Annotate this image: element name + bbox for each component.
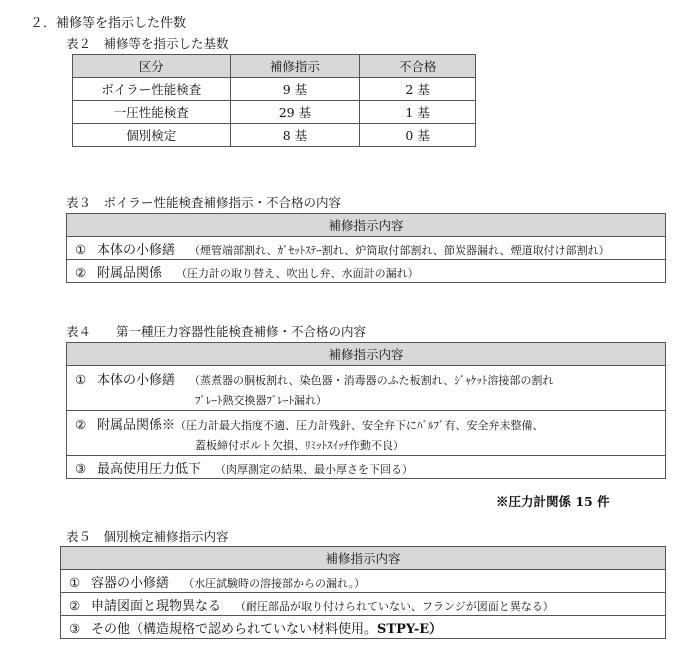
section-title: ２．補修等を指示した件数 — [30, 16, 187, 31]
item-number: ② — [69, 597, 81, 613]
column-header: 補修指示 — [230, 55, 360, 78]
table5-caption: 表５ 個別検定補修指示内容 — [66, 529, 229, 544]
table-row — [73, 101, 476, 124]
footnote: ※圧力計関係 15 件 — [496, 494, 610, 509]
item-number: ① — [75, 241, 87, 257]
item-number: ② — [75, 416, 87, 432]
item-title: 容器の小修繕 — [91, 575, 170, 591]
column-header: 補修指示内容 — [67, 343, 666, 366]
table-row — [67, 237, 666, 260]
column-header: 区分 — [73, 55, 231, 78]
table-cell: 29 基 — [230, 101, 360, 124]
table-header-row — [73, 55, 476, 78]
item-detail: （水圧試験時の溶接部からの漏れ。） — [183, 576, 366, 590]
table-cell: 2 基 — [360, 78, 476, 101]
table3 — [66, 213, 666, 283]
item-detail: （肉厚測定の結果、最小厚さを下回る） — [215, 462, 414, 476]
table4-caption: 表４ 第一種圧力容器性能検査補修・不合格の内容 — [66, 324, 367, 339]
table-row — [67, 366, 666, 411]
item-title: 本体の小修繕 — [97, 242, 176, 258]
table-cell — [67, 237, 666, 260]
item-number: ① — [69, 574, 81, 590]
item-detail: （圧力計の取り替え、吹出し弁、水面計の漏れ） — [176, 266, 419, 280]
table4 — [66, 342, 666, 479]
table5 — [60, 546, 666, 639]
table-cell — [67, 411, 666, 456]
table-cell — [67, 260, 666, 283]
table-cell — [61, 616, 666, 639]
item-title: 附属品関係 — [97, 265, 163, 281]
table-cell — [67, 456, 666, 479]
table-cell — [67, 366, 666, 411]
table-row — [67, 411, 666, 456]
table-cell: 一圧性能検査 — [73, 101, 231, 124]
table-cell: 0 基 — [360, 124, 476, 147]
table-row — [73, 78, 476, 101]
table-row — [61, 616, 666, 639]
item-number: ③ — [69, 620, 81, 636]
table-row — [61, 570, 666, 593]
table-header-row — [61, 547, 666, 570]
item-detail-continued: ﾌﾟﾚｰﾄ熱交換器ﾌﾟﾚｰﾄ漏れ） — [195, 393, 327, 407]
item-title: 最高使用圧力低下 — [97, 461, 202, 477]
item-title: 附属品関係※ — [97, 417, 176, 433]
item-detail: （煙管端部割れ、ｶﾞｾｯﾄｽﾃｰ割れ、炉筒取付部割れ、節炭器漏れ、煙道取付け部割れ） — [189, 243, 610, 257]
item-number: ② — [75, 264, 87, 280]
table-cell: 9 基 — [230, 78, 360, 101]
column-header: 補修指示内容 — [67, 214, 666, 237]
table-header-row — [67, 214, 666, 237]
item-title: 申請図面と現物異なる — [91, 598, 222, 614]
item-title: その他（構造規格で認められていない材料使用。 — [91, 621, 378, 637]
table-cell: 1 基 — [360, 101, 476, 124]
item-detail: （蒸煮器の胴板割れ、染色器・消毒器のふた板割れ、ｼﾞｬｹｯﾄ溶接部の割れ — [189, 373, 554, 387]
item-detail: （圧力計最大指度不適、圧力計残針、安全弁下にﾊﾞﾙﾌﾞ有、安全弁未整備、 — [175, 418, 544, 432]
item-detail: （耐圧部品が取り付けられていない、フランジが図面と異なる） — [235, 599, 554, 613]
table-row — [67, 456, 666, 479]
table-cell: 個別検定 — [73, 124, 231, 147]
table-cell — [61, 593, 666, 616]
column-header: 不合格 — [360, 55, 476, 78]
table-cell — [61, 570, 666, 593]
item-title: 本体の小修繕 — [97, 372, 176, 388]
table-header-row — [67, 343, 666, 366]
table-row — [73, 124, 476, 147]
table-cell: ボイラー性能検査 — [73, 78, 231, 101]
column-header: 補修指示内容 — [61, 547, 666, 570]
table2-caption: 表２ 補修等を指示した基数 — [66, 36, 229, 51]
table-cell: 8 基 — [230, 124, 360, 147]
table-row — [61, 593, 666, 616]
item-detail-continued: 蓋板締付ボルト欠損、ﾘﾐｯﾄｽｲｯﾁ作動不良） — [195, 438, 404, 452]
item-number: ① — [75, 371, 87, 387]
table2 — [72, 54, 476, 147]
table-row — [67, 260, 666, 283]
table3-caption: 表３ ボイラー性能検査補修指示・不合格の内容 — [66, 195, 342, 210]
item-number: ③ — [75, 460, 87, 476]
item-detail: STPY-E） — [377, 621, 443, 637]
